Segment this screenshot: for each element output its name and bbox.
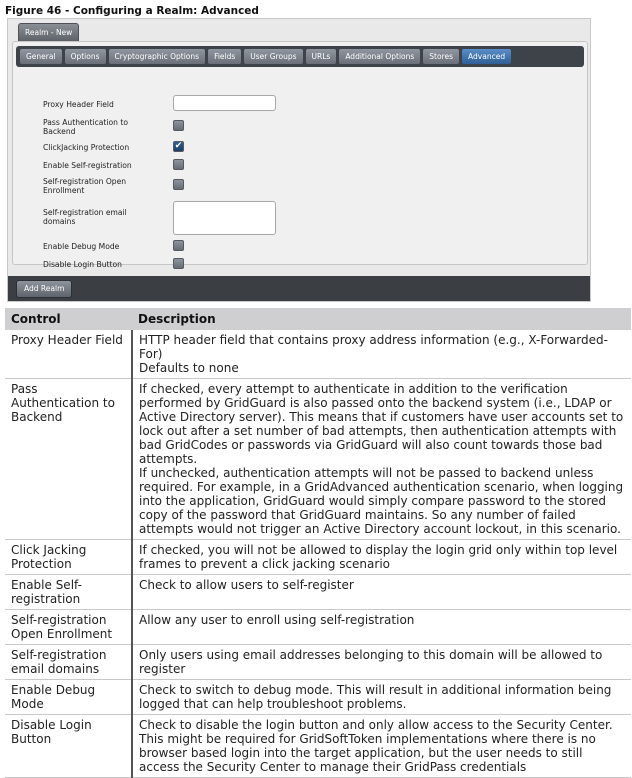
row-description [132, 680, 631, 715]
pass-auth-label: Pass Authentication to Backend [43, 118, 128, 136]
description-line: Check to allow users to self-register [139, 578, 354, 592]
self-reg-email-textarea[interactable] [173, 201, 276, 235]
description-line: Only users using email addresses belonging to this domain will be allowed to register [139, 648, 603, 676]
table-row [5, 680, 631, 715]
proxy-header-label: Proxy Header Field [43, 100, 114, 109]
description-line: Check to switch to debug mode. This will result in additional information being logged that can help troubleshoot problems. [139, 683, 612, 711]
description-line: If checked, you will not be allowed to display the login grid only within top level frames to prevent a click jacking scenario [139, 543, 618, 571]
table-row [5, 610, 631, 645]
self-reg-email-label: Self-registration email domains [43, 208, 127, 226]
tab-cryptographic-options[interactable]: Cryptographic Options [109, 49, 206, 64]
row-description [132, 540, 631, 575]
description-line: Check to disable the login button and only allow access to the Security Center. [139, 718, 613, 732]
table-header-row [5, 308, 631, 330]
row-control: Disable Login Button [5, 715, 132, 778]
enable-self-reg-checkbox[interactable] [173, 159, 184, 170]
control-description-table [5, 308, 631, 778]
realm-new-tab[interactable]: Realm - New [18, 23, 79, 42]
header-control: Control [5, 308, 132, 330]
add-realm-button[interactable]: Add Realm [16, 280, 72, 298]
table-row [5, 330, 631, 379]
panel-footer [8, 276, 590, 301]
header-description: Description [132, 308, 631, 330]
row-control: Pass Authentication to Backend [5, 379, 132, 540]
tab-urls[interactable]: URLs [306, 49, 337, 64]
description-line: HTTP header field that contains proxy address information (e.g., X-Forwarded-For) [139, 333, 608, 361]
tab-additional-options[interactable]: Additional Options [339, 49, 420, 64]
tab-bar [16, 46, 584, 67]
self-reg-open-checkbox[interactable] [173, 179, 184, 190]
row-control: Enable Debug Mode [5, 680, 132, 715]
row-control: Click Jacking Protection [5, 540, 132, 575]
figure-caption: Figure 46 - Configuring a Realm: Advanced [5, 5, 259, 17]
description-line: Allow any user to enroll using self-registration [139, 613, 415, 627]
row-description [132, 610, 631, 645]
realm-config-screenshot [7, 18, 591, 302]
row-description [132, 575, 631, 610]
proxy-header-input[interactable] [173, 95, 276, 111]
description-line: If unchecked, authentication attempts will not be passed to backend unless required. For example, in a GridAdvanced authentication scenario, when logging into the application, GridGuard would simply compare password to the stored copy of the password that GridGuard maintains. So any number of failed attempts would not trigger an Active Directory account lockout, in this scenario. [139, 466, 624, 536]
self-reg-open-label: Self-registration Open Enrollment [43, 177, 127, 195]
tab-stores[interactable]: Stores [423, 49, 459, 64]
description-line: Defaults to none [139, 361, 239, 375]
row-control: Self-registration Open Enrollment [5, 610, 132, 645]
tab-general[interactable]: General [20, 49, 62, 64]
row-description [132, 715, 631, 778]
clickjacking-checkbox[interactable]: ✔ [174, 141, 183, 151]
disable-login-label: Disable Login Button [43, 260, 122, 269]
clickjacking-label: ClickJacking Protection [43, 143, 130, 152]
row-description [132, 330, 631, 379]
row-description [132, 645, 631, 680]
tab-user-groups[interactable]: User Groups [244, 49, 302, 64]
enable-debug-label: Enable Debug Mode [43, 242, 120, 251]
pass-auth-checkbox[interactable] [173, 120, 184, 131]
enable-self-reg-label: Enable Self-registration [43, 161, 132, 170]
row-control: Enable Self-registration [5, 575, 132, 610]
table-row [5, 379, 631, 540]
table-row [5, 540, 631, 575]
row-control: Proxy Header Field [5, 330, 132, 379]
row-description [132, 379, 631, 540]
table-row [5, 715, 631, 778]
tab-fields[interactable]: Fields [208, 49, 241, 64]
table-row [5, 645, 631, 680]
realm-panel [12, 41, 588, 269]
disable-login-checkbox[interactable] [173, 258, 184, 269]
tab-options[interactable]: Options [65, 49, 106, 64]
description-line: If checked, every attempt to authenticate in addition to the verification performed by GridGuard is also passed onto the backend system (i.e., LDAP or Active Directory server). This means that if customers have user accounts set to lock out after a set number of bad attempts, then authentication attempts with bad GridCodes or passwords via GridGuard will also count towards those bad attempts. [139, 382, 624, 466]
tab-advanced[interactable]: Advanced [462, 49, 511, 64]
description-line: This might be required for GridSoftToken implementations where there is no browser based login into the target application, but the user needs to still access the Security Center to manage their GridPass credentials [139, 732, 596, 774]
enable-debug-checkbox[interactable] [173, 240, 184, 251]
table-row [5, 575, 631, 610]
row-control: Self-registration email domains [5, 645, 132, 680]
